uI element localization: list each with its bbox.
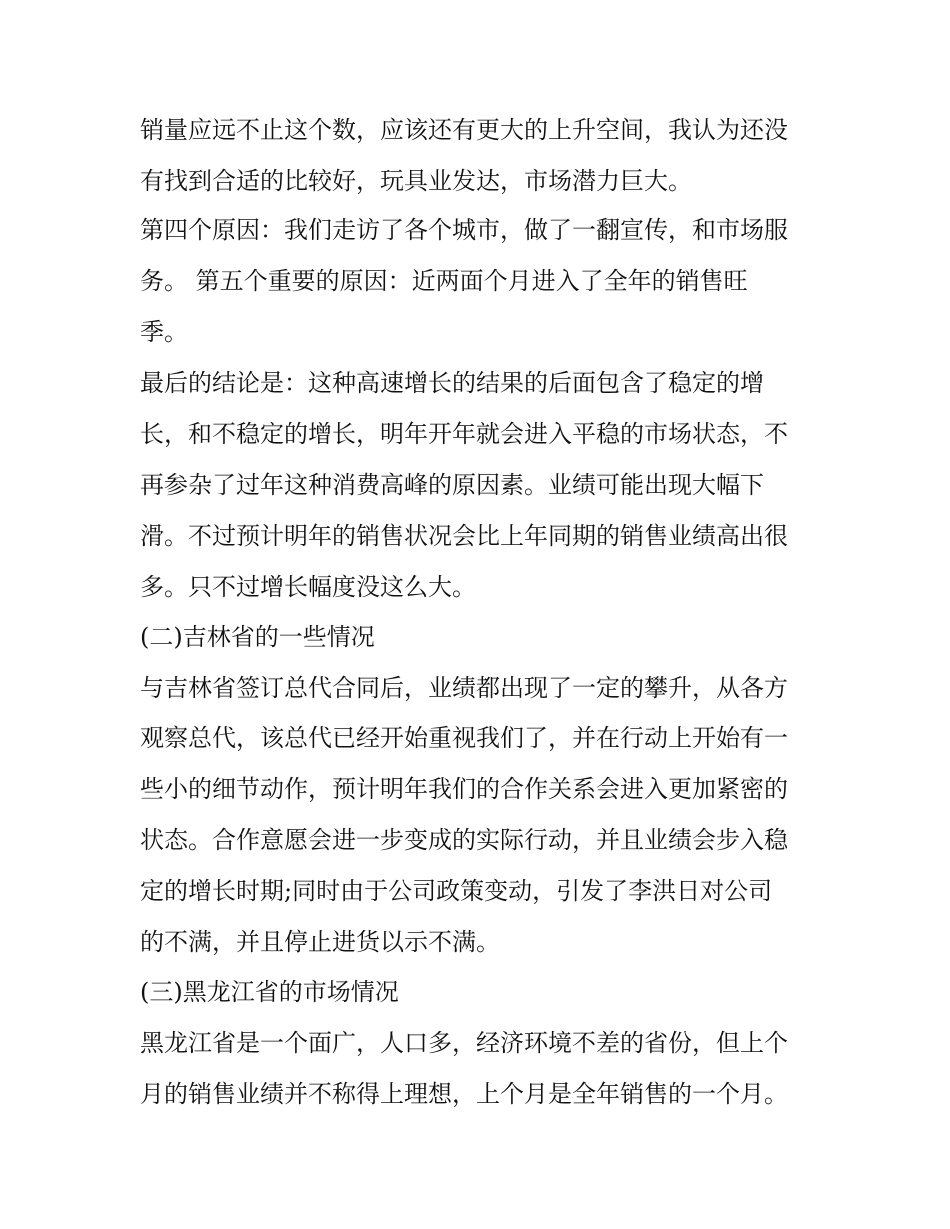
text-line: 第四个原因：我们走访了各个城市，做了一翻宣传，和市场服 — [140, 216, 788, 244]
text-line: 定的增长时期;同时由于公司政策变动，引发了李洪日对公司 — [140, 877, 773, 905]
text-line: 有找到合适的比较好，玩具业发达，市场潜力巨大。 — [140, 167, 692, 195]
text-line: 销量应远不止这个数，应该还有更大的上升空间，我认为还没 — [140, 116, 788, 144]
text-line: 滑。不过预计明年的销售状况会比上年同期的销售业绩高出很 — [140, 522, 788, 550]
section-heading: (三)黑龙江省的市场情况 — [140, 978, 399, 1006]
text-line: 再参杂了过年这种消费高峰的原因素。业绩可能出现大幅下 — [140, 471, 764, 499]
text-line: 黑龙江省是一个面广，人口多，经济环境不差的省份，但上个 — [140, 1029, 788, 1057]
text-line: 的不满，并且停止进货以示不满。 — [140, 928, 500, 956]
text-line: 些小的细节动作，预计明年我们的合作关系会进入更加紧密的 — [140, 775, 788, 803]
text-line: 最后的结论是：这种高速增长的结果的后面包含了稳定的增 — [140, 369, 764, 397]
text-line: 状态。合作意愿会进一步变成的实际行动，并且业绩会步入稳 — [140, 826, 788, 854]
section-heading: (二)吉林省的一些情况 — [140, 623, 375, 651]
text-line: 观察总代，该总代已经开始重视我们了，并在行动上开始有一 — [140, 724, 788, 752]
text-line: 月的销售业绩并不称得上理想，上个月是全年销售的一个月。 — [140, 1080, 788, 1108]
text-line: 与吉林省签订总代合同后，业绩都出现了一定的攀升，从各方 — [140, 674, 788, 702]
text-line: 多。只不过增长幅度没这么大。 — [140, 573, 476, 601]
text-line: 长，和不稳定的增长，明年开年就会进入平稳的市场状态，不 — [140, 420, 788, 448]
text-line: 务。 第五个重要的原因：近两面个月进入了全年的销售旺 — [140, 267, 748, 295]
text-line: 季。 — [140, 318, 188, 346]
